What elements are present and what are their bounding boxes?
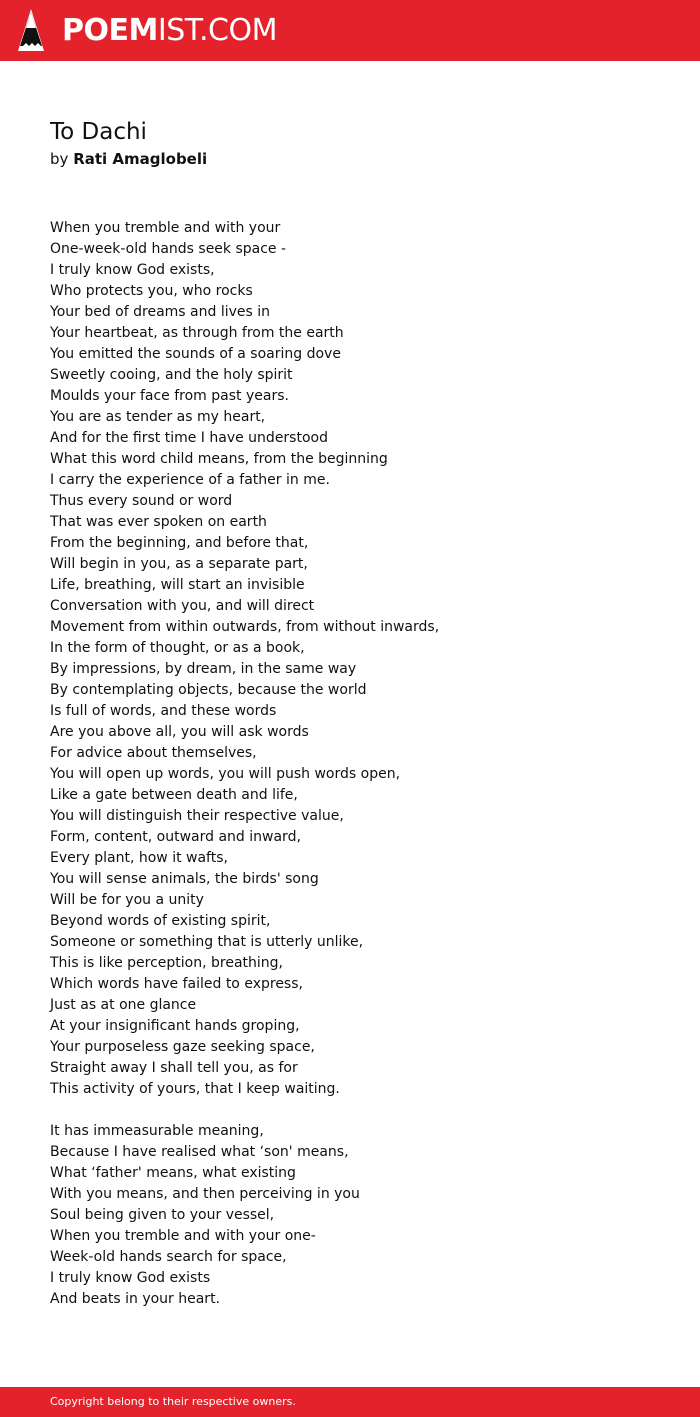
copyright-text: Copyright belong to their respective owners.	[50, 1395, 296, 1408]
poem-line: When you tremble and with your	[50, 220, 281, 236]
poem-line: When you tremble and with your one-	[50, 1228, 316, 1244]
poem-line: Will begin in you, as a separate part,	[50, 556, 308, 572]
poem-line: Which words have failed to express,	[50, 976, 303, 992]
poem-line: Life, breathing, will start an invisible	[50, 577, 305, 593]
poem-line: You will distinguish their respective value,	[50, 808, 344, 824]
poem-line: And for the first time I have understood	[50, 430, 328, 446]
poem-line: Is full of words, and these words	[50, 703, 277, 719]
poem-line: It has immeasurable meaning,	[50, 1123, 264, 1139]
poem-line: And beats in your heart.	[50, 1291, 221, 1307]
poem-line: This is like perception, breathing,	[50, 955, 283, 971]
poem-line: Like a gate between death and life,	[50, 787, 298, 803]
poem-line: From the beginning, and before that,	[50, 535, 309, 551]
poem-line: Just as at one glance	[50, 997, 197, 1013]
poem-line: Straight away I shall tell you, as for	[50, 1060, 298, 1076]
poem-line: Movement from within outwards, from without inwards,	[50, 619, 440, 635]
byline	[50, 148, 207, 170]
poem-line: Will be for you a unity	[50, 892, 204, 908]
poem-line: By contemplating objects, because the world	[50, 682, 367, 698]
poem-line: I truly know God exists,	[50, 262, 215, 278]
poem-line: What this word child means, from the beginning	[50, 451, 388, 467]
pen-nib-icon[interactable]	[18, 9, 44, 51]
poem-line: Are you above all, you will ask words	[50, 724, 309, 740]
poem-line: Thus every sound or word	[50, 493, 233, 509]
poem-line: You emitted the sounds of a soaring dove	[50, 346, 341, 362]
logo-brand-light: IST.COM	[157, 13, 277, 48]
poem-line: One-week-old hands seek space -	[50, 241, 287, 257]
site-logo[interactable]	[62, 12, 277, 50]
poem-line: Your purposeless gaze seeking space,	[50, 1039, 315, 1055]
poem-line: Someone or something that is utterly unlike,	[50, 934, 364, 950]
logo-brand-bold: POEM	[62, 13, 158, 48]
by-label: by	[50, 150, 69, 168]
poem-line: For advice about themselves,	[50, 745, 257, 761]
poem-title: To Dachi	[50, 119, 147, 145]
poem-line: Your bed of dreams and lives in	[50, 304, 271, 320]
poem-line: Your heartbeat, as through from the earth	[50, 325, 344, 341]
poem-line: You will sense animals, the birds' song	[50, 871, 319, 887]
poem-line: Form, content, outward and inward,	[50, 829, 301, 845]
poem-line: Week-old hands search for space,	[50, 1249, 287, 1265]
poem-line: With you means, and then perceiving in you	[50, 1186, 360, 1202]
poem-line: What ‘father' means, what existing	[50, 1165, 296, 1181]
poem-line: I truly know God exists	[50, 1270, 211, 1286]
poem-line: That was ever spoken on earth	[50, 514, 267, 530]
poem-line: Beyond words of existing spirit,	[50, 913, 271, 929]
poem-stanza	[50, 1121, 670, 1310]
site-footer	[0, 1387, 700, 1417]
poem-line: You will open up words, you will push words open,	[50, 766, 401, 782]
poem-line: Who protects you, who rocks	[50, 283, 253, 299]
poem-line: By impressions, by dream, in the same way	[50, 661, 357, 677]
author-name: Rati Amaglobeli	[73, 150, 208, 168]
site-header	[0, 0, 700, 61]
poem-line: At your insignificant hands groping,	[50, 1018, 300, 1034]
poem-body	[50, 218, 670, 1331]
poem-line: Sweetly cooing, and the holy spirit	[50, 367, 293, 383]
poem-line: This activity of yours, that I keep waiting.	[50, 1081, 340, 1097]
poem-line: Every plant, how it wafts,	[50, 850, 228, 866]
poem-stanza	[50, 218, 670, 1100]
poem-line: Moulds your face from past years.	[50, 388, 289, 404]
poem-line: I carry the experience of a father in me.	[50, 472, 330, 488]
poem-line: You are as tender as my heart,	[50, 409, 266, 425]
poem-line: Soul being given to your vessel,	[50, 1207, 275, 1223]
poem-line: Because I have realised what ‘son' means,	[50, 1144, 349, 1160]
poem-line: Conversation with you, and will direct	[50, 598, 315, 614]
poem-line: In the form of thought, or as a book,	[50, 640, 305, 656]
